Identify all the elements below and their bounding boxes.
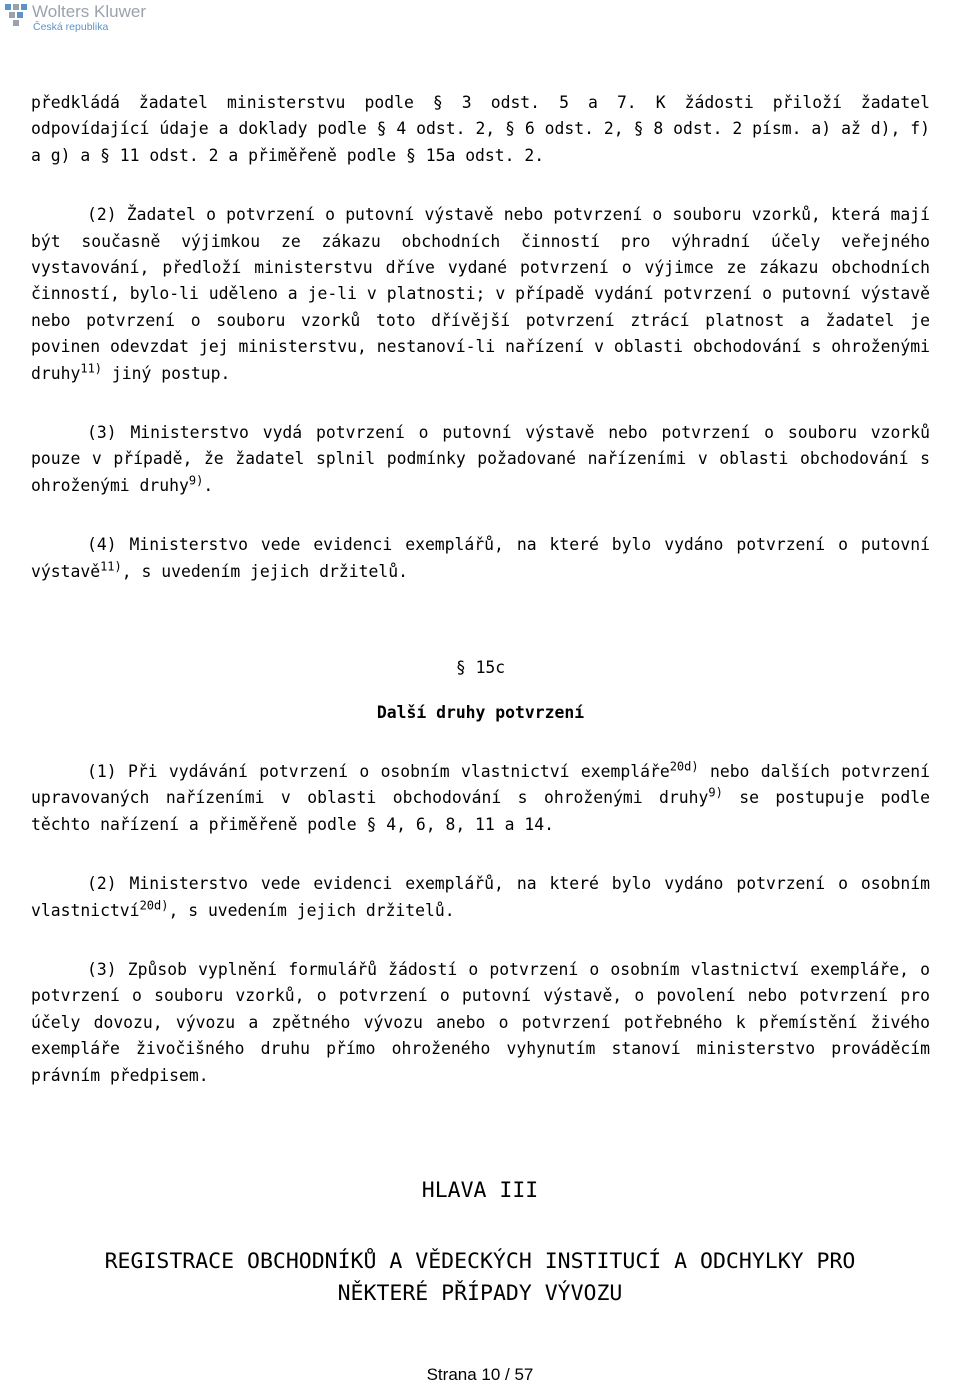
paragraph-3-end: .	[203, 475, 214, 495]
section-title: Další druhy potvrzení	[376, 702, 585, 722]
section-paragraph-2	[31, 871, 930, 924]
paragraph-4-end: , s uvedením jejich držitelů.	[121, 561, 408, 581]
section-paragraph-2-text: (2) Ministerstvo vede evidenci exemplářů, na které bylo vydáno potvrzení o osobním vlastnictví	[31, 874, 930, 920]
paragraph-2	[31, 202, 930, 387]
paragraph-2-end: jiný postup.	[102, 363, 231, 383]
footnote-ref: 20d)	[669, 759, 699, 774]
paragraph-continuation: předkládá žadatel ministerstvu podle § 3 odst. 5 a 7. K žádosti přiloží žadatel odpovídající údaje a doklady podle § 4 odst. 2, § 6 odst. 2, § 8 odst. 2 písm. a) až d), f) a g) a § 11 odst. 2 a přiměřeně podle § 15a odst. 2.	[31, 93, 930, 165]
section-paragraph-2-end: , s uvedením jejich držitelů.	[168, 900, 455, 920]
part-heading-number: HLAVA III	[421, 1178, 539, 1203]
page-number: Strana 10 / 57	[426, 1365, 534, 1384]
paragraph-3	[31, 420, 930, 499]
section-number: § 15c	[455, 658, 506, 678]
paragraph-4-text: (4) Ministerstvo vede evidenci exemplářů, na které bylo vydáno potvrzení o putovní výstavě	[31, 535, 930, 581]
footnote-ref: 11)	[80, 361, 103, 376]
footnote-ref: 9)	[708, 785, 723, 800]
section-paragraph-1	[31, 759, 930, 838]
paragraph-4	[31, 532, 930, 585]
logo-name: Wolters Kluwer	[32, 2, 146, 21]
footnote-ref: 20d)	[139, 897, 169, 912]
document-body	[31, 90, 930, 1089]
logo-subtitle: Česká republika	[33, 21, 109, 33]
paragraph-3-text: (3) Ministerstvo vydá potvrzení o putovní výstavě nebo potvrzení o souboru vzorků pouze v případě, že žadatel splnil podmínky požadované nařízeními v oblasti obchodování s ohroženými druhy	[31, 423, 930, 495]
wolters-kluwer-logo-icon	[4, 3, 28, 27]
part-heading-title: REGISTRACE OBCHODNÍKŮ A VĚDECKÝCH INSTITUCÍ A ODCHYLKY PRO NĚKTERÉ PŘÍPADY VÝVOZU	[104, 1249, 856, 1306]
publisher-logo	[4, 3, 146, 35]
section-paragraph-1-mid: nebo dalších potvrzení upravovaných nařízeními v oblasti obchodování s ohroženými druhy	[31, 761, 931, 808]
section-paragraph-3: (3) Způsob vyplnění formulářů žádostí o potvrzení o osobním vlastnictví exempláře, o potvrzení o souboru vzorků, o potvrzení o putovní výstavě, o povolení nebo potvrzení pro účely dovozu, vývozu a zpětného vývozu anebo o potvrzení potřebného k přemístění živého exempláře živočišného druhu přímo ohroženého vyhynutím stanoví ministerstvo prováděcím právním předpisem.	[31, 959, 930, 1085]
section-paragraph-1-end: se postupuje podle těchto nařízení a přiměřeně podle § 4, 6, 8, 11 a 14.	[31, 788, 930, 834]
paragraph-2-text: (2) Žadatel o potvrzení o putovní výstavě nebo potvrzení o souboru vzorků, která mají být současně výjimkou ze zákazu obchodních činností pro výhradní účely veřejného vystavování, předloží ministerstvu dříve vydané potvrzení o výjimce ze zákazu obchodních činností, bylo-li uděleno a je-li v platnosti; v případě vydání potvrzení o putovní výstavě nebo potvrzení o souboru vzorků toto dřívější potvrzení ztrácí platnost a žadatel je povinen odevzdat jej ministerstvu, nestanoví-li nařízení v oblasti obchodování s ohroženými druhy	[31, 205, 930, 383]
footnote-ref: 11)	[100, 559, 122, 574]
footnote-ref: 9)	[188, 473, 204, 488]
section-paragraph-1-text: (1) Při vydávání potvrzení o osobním vlastnictví exempláře	[87, 761, 670, 781]
